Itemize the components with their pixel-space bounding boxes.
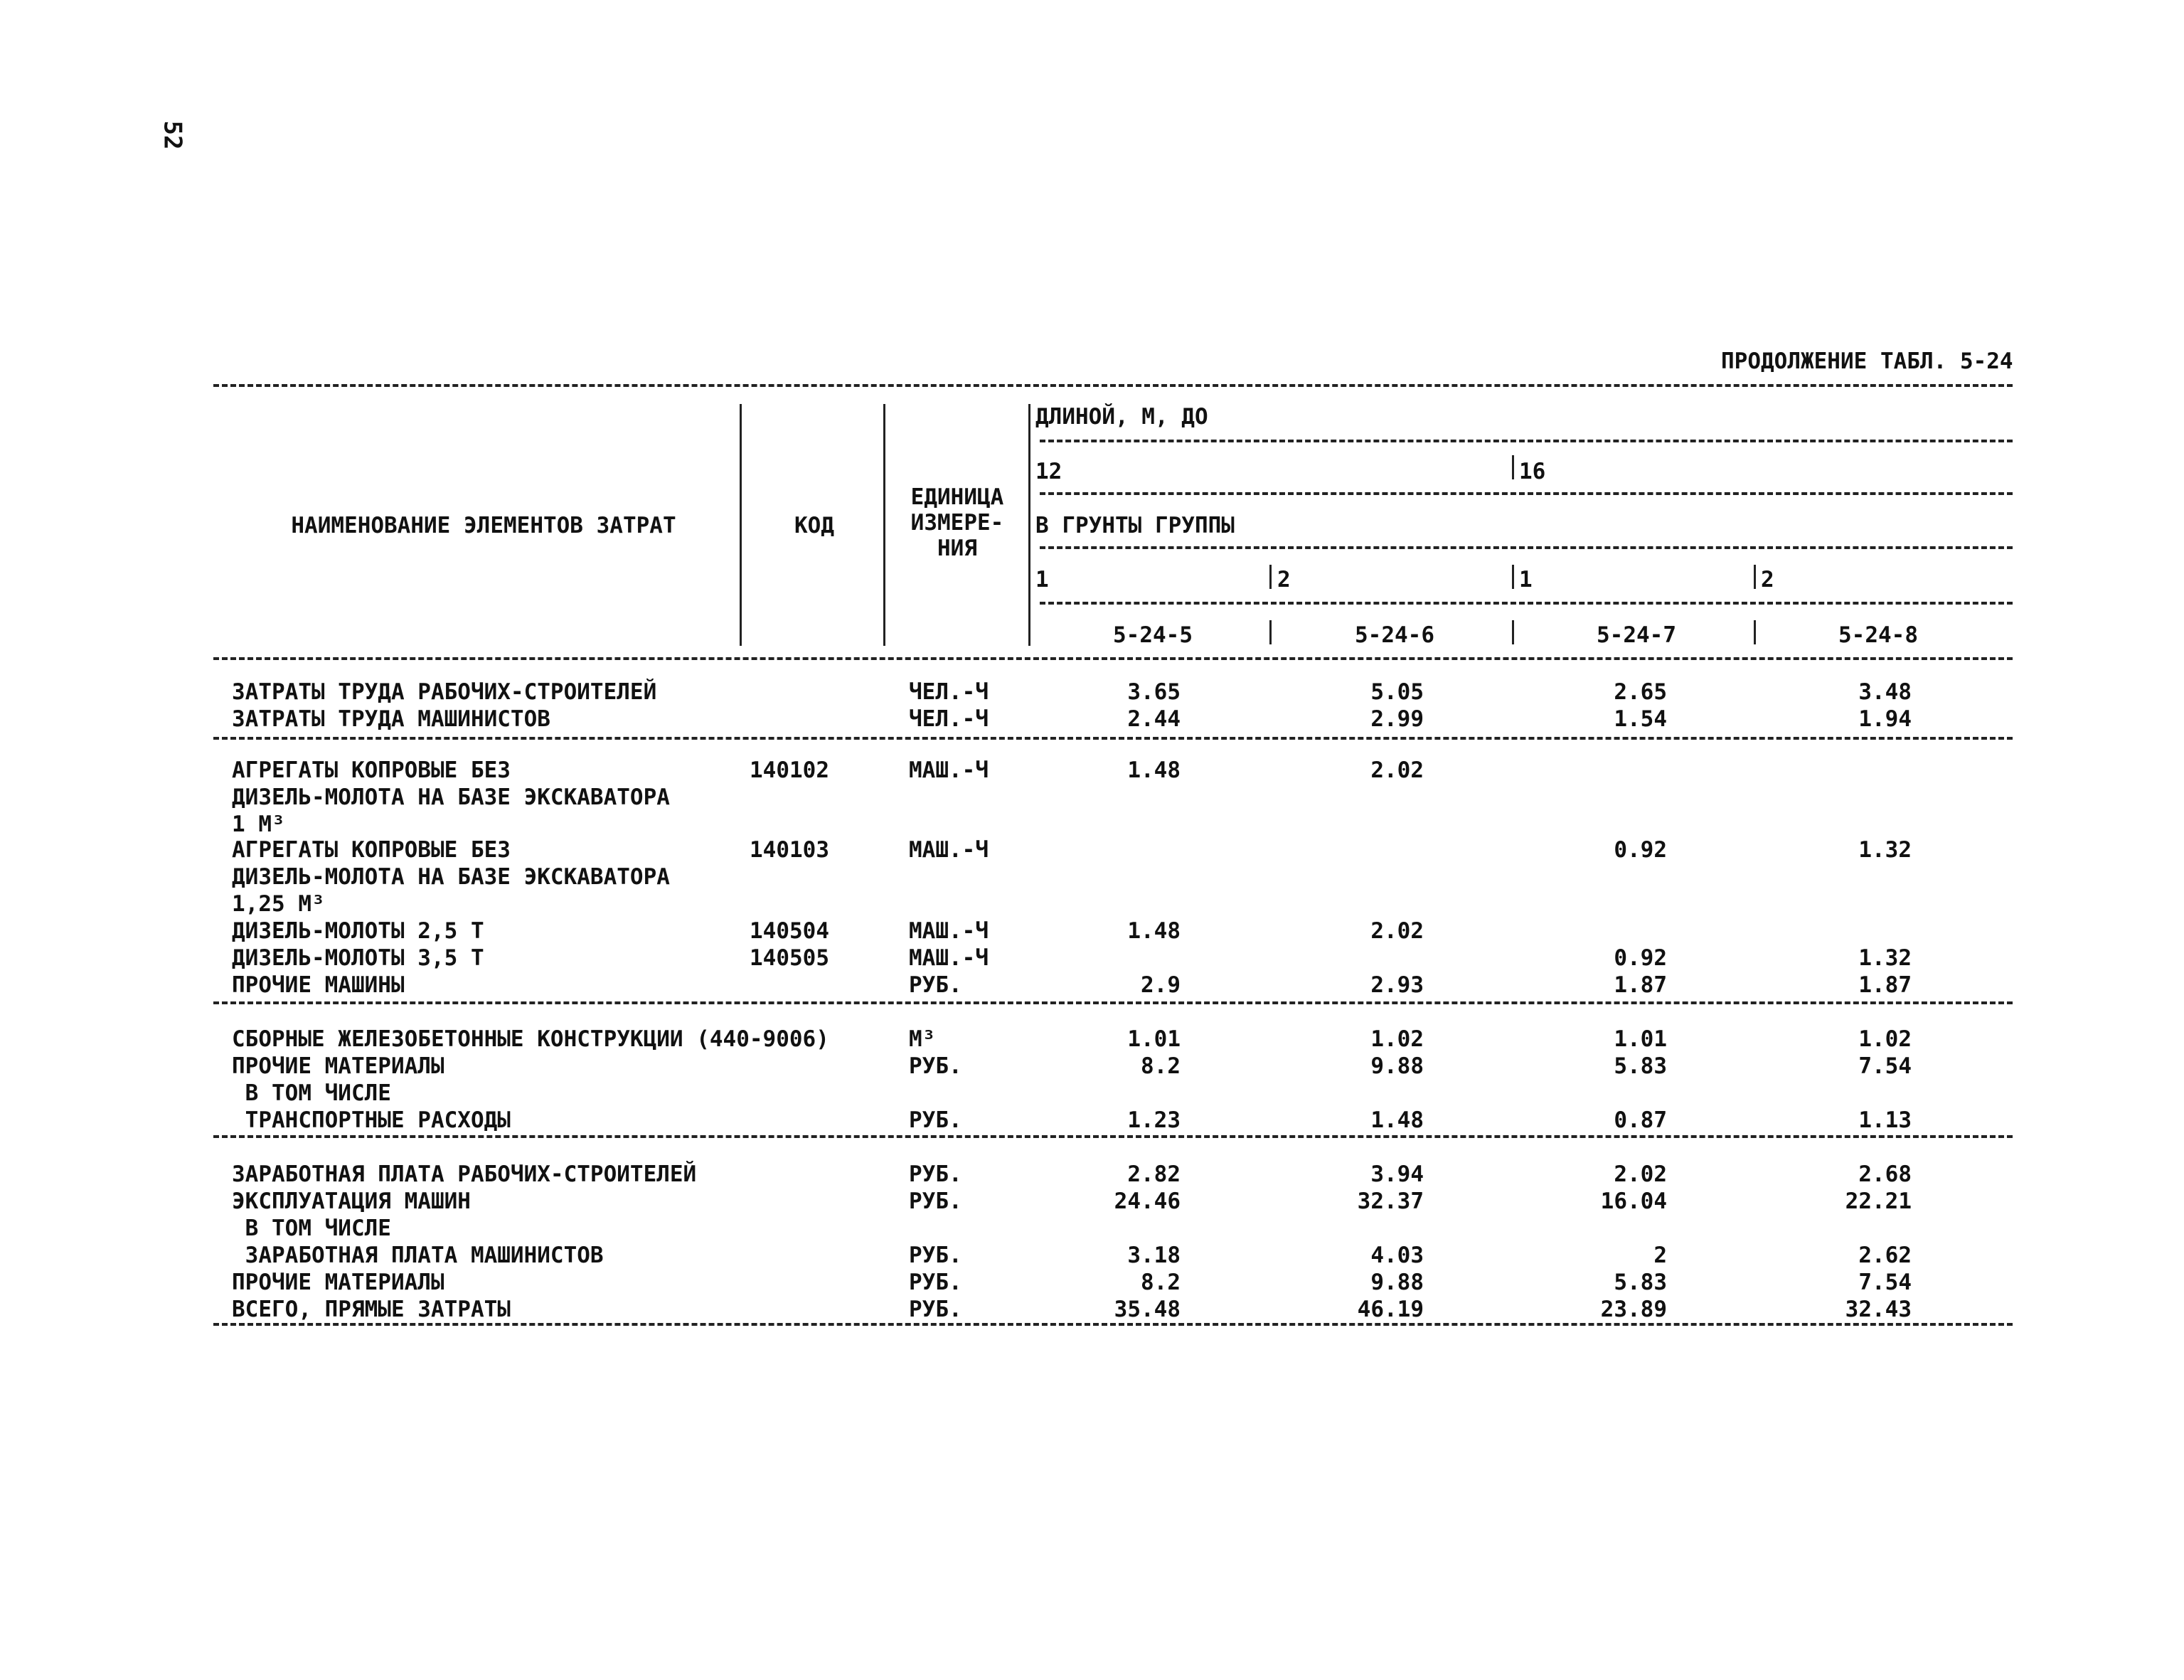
row-value-6: 5.05 — [1370, 679, 1424, 705]
row-value-7: 1.87 — [1614, 972, 1667, 998]
header-code-6: 5-24-6 — [1355, 622, 1434, 648]
header-length-16: 16 — [1519, 459, 1546, 484]
row-value-5: 35.48 — [1114, 1297, 1181, 1322]
row-unit: МАШ.-Ч — [909, 757, 989, 783]
row-name: АГРЕГАТЫ КОПРОВЫЕ БЕЗ — [232, 757, 511, 783]
row-value-6: 1.48 — [1370, 1107, 1424, 1133]
rule-section-2 — [213, 1001, 2013, 1004]
row-code: 140504 — [750, 918, 829, 944]
table-caption: ПРОДОЛЖЕНИЕ ТАБЛ. 5-24 — [1721, 349, 2013, 374]
vsep-group-c — [1512, 565, 1514, 589]
row-name: ПРОЧИЕ МАШИНЫ — [232, 972, 405, 998]
header-code: КОД — [794, 513, 834, 538]
row-unit: РУБ. — [909, 1297, 962, 1322]
row-value-5: 3.18 — [1127, 1243, 1181, 1268]
header-code-5: 5-24-5 — [1113, 622, 1193, 648]
row-unit: МАШ.-Ч — [909, 837, 989, 863]
row-unit: ЧЕЛ.-Ч — [909, 706, 989, 732]
row-name: В ТОМ ЧИСЛЕ — [232, 1080, 391, 1106]
row-code: 140505 — [750, 945, 829, 971]
row-value-7: 5.83 — [1614, 1053, 1667, 1079]
row-value-5: 2.9 — [1141, 972, 1181, 998]
rule-header-bottom — [213, 657, 2013, 660]
row-name: ДИЗЕЛЬ-МОЛОТЫ 2,5 Т — [232, 918, 484, 944]
row-value-5: 3.65 — [1127, 679, 1181, 705]
header-code-7: 5-24-7 — [1597, 622, 1676, 648]
row-unit: РУБ. — [909, 1243, 962, 1268]
row-value-5: 1.01 — [1127, 1026, 1181, 1052]
vsep-values — [1028, 404, 1030, 646]
row-unit: МАШ.-Ч — [909, 945, 989, 971]
row-unit: РУБ. — [909, 1189, 962, 1214]
row-value-7: 0.87 — [1614, 1107, 1667, 1133]
row-name: ЗАРАБОТНАЯ ПЛАТА РАБОЧИХ-СТРОИТЕЛЕЙ — [232, 1161, 697, 1187]
row-value-7: 23.89 — [1600, 1297, 1667, 1322]
row-value-5: 24.46 — [1114, 1189, 1181, 1214]
row-name: 1 М³ — [232, 812, 285, 837]
row-name: ДИЗЕЛЬ-МОЛОТЫ 3,5 Т — [232, 945, 484, 971]
row-name: ПРОЧИЕ МАТЕРИАЛЫ — [232, 1270, 444, 1295]
row-value-8: 32.43 — [1845, 1297, 1912, 1322]
row-name: ДИЗЕЛЬ-МОЛОТА НА БАЗЕ ЭКСКАВАТОРА — [232, 864, 670, 890]
vsep-unit — [883, 404, 885, 646]
row-unit: РУБ. — [909, 1107, 962, 1133]
header-group-d: 2 — [1761, 567, 1774, 592]
rule-header-4 — [1040, 602, 2013, 605]
row-value-6: 9.88 — [1370, 1270, 1424, 1295]
row-value-6: 9.88 — [1370, 1053, 1424, 1079]
row-value-8: 1.32 — [1858, 837, 1912, 863]
row-value-8: 1.02 — [1858, 1026, 1912, 1052]
row-value-7: 0.92 — [1614, 945, 1667, 971]
row-value-8: 1.32 — [1858, 945, 1912, 971]
header-unit-3: НИЯ — [937, 536, 977, 561]
row-unit: РУБ. — [909, 1270, 962, 1295]
row-unit: М³ — [909, 1026, 936, 1052]
vsep-code — [740, 404, 742, 646]
row-value-6: 1.02 — [1370, 1026, 1424, 1052]
row-value-7: 5.83 — [1614, 1270, 1667, 1295]
vsep-group-d — [1754, 565, 1756, 589]
row-unit: РУБ. — [909, 1053, 962, 1079]
vsep-length-16 — [1512, 455, 1514, 479]
row-value-7: 0.92 — [1614, 837, 1667, 863]
row-value-8: 2.62 — [1858, 1243, 1912, 1268]
row-name: ЗАРАБОТНАЯ ПЛАТА МАШИНИСТОВ — [232, 1243, 604, 1268]
rule-section-1 — [213, 737, 2013, 740]
row-code: 140102 — [750, 757, 829, 783]
row-value-5: 2.82 — [1127, 1161, 1181, 1187]
row-unit: МАШ.-Ч — [909, 918, 989, 944]
row-name: ЗАТРАТЫ ТРУДА МАШИНИСТОВ — [232, 706, 550, 732]
header-unit-2: ИЗМЕРЕ- — [910, 510, 1004, 536]
rule-section-3 — [213, 1135, 2013, 1138]
row-value-6: 46.19 — [1357, 1297, 1424, 1322]
row-value-8: 22.21 — [1845, 1189, 1912, 1214]
row-value-5: 1.48 — [1127, 757, 1181, 783]
row-name: ТРАНСПОРТНЫЕ РАСХОДЫ — [232, 1107, 511, 1133]
header-group-c: 1 — [1519, 567, 1533, 592]
rule-header-3 — [1040, 546, 2013, 549]
row-name: В ТОМ ЧИСЛЕ — [232, 1216, 391, 1241]
row-value-7: 2 — [1653, 1243, 1667, 1268]
row-name: СБОРНЫЕ ЖЕЛЕЗОБЕТОННЫЕ КОНСТРУКЦИИ (440-9006) — [232, 1026, 829, 1052]
row-code: 140103 — [750, 837, 829, 863]
header-soil-label: В ГРУНТЫ ГРУППЫ — [1035, 513, 1235, 538]
rule-header-2 — [1040, 492, 2013, 495]
row-value-8: 3.48 — [1858, 679, 1912, 705]
row-value-5: 1.48 — [1127, 918, 1181, 944]
row-value-5: 8.2 — [1141, 1053, 1181, 1079]
row-name: ЭКСПЛУАТАЦИЯ МАШИН — [232, 1189, 471, 1214]
row-value-7: 1.54 — [1614, 706, 1667, 732]
row-name: ВСЕГО, ПРЯМЫЕ ЗАТРАТЫ — [232, 1297, 511, 1322]
rule-top — [213, 384, 2013, 387]
row-value-6: 3.94 — [1370, 1161, 1424, 1187]
row-value-8: 1.87 — [1858, 972, 1912, 998]
rule-bottom — [213, 1323, 2013, 1326]
row-value-7: 2.65 — [1614, 679, 1667, 705]
row-unit: РУБ. — [909, 972, 962, 998]
row-value-6: 2.02 — [1370, 757, 1424, 783]
row-value-5: 2.44 — [1127, 706, 1181, 732]
header-name: НАИМЕНОВАНИЕ ЭЛЕМЕНТОВ ЗАТРАТ — [291, 513, 676, 538]
row-value-5: 1.23 — [1127, 1107, 1181, 1133]
header-group-a: 1 — [1035, 567, 1049, 592]
row-unit: ЧЕЛ.-Ч — [909, 679, 989, 705]
row-value-5: 8.2 — [1141, 1270, 1181, 1295]
vsep-group-b — [1269, 565, 1272, 589]
header-code-8: 5-24-8 — [1838, 622, 1918, 648]
header-unit-1: ЕДИНИЦА — [910, 484, 1004, 510]
header-group-b: 2 — [1277, 567, 1291, 592]
row-value-7: 16.04 — [1600, 1189, 1667, 1214]
row-value-8: 7.54 — [1858, 1270, 1912, 1295]
row-name: ЗАТРАТЫ ТРУДА РАБОЧИХ-СТРОИТЕЛЕЙ — [232, 679, 657, 705]
row-value-8: 2.68 — [1858, 1161, 1912, 1187]
header-length-12: 12 — [1035, 459, 1062, 484]
row-value-7: 2.02 — [1614, 1161, 1667, 1187]
header-length-label: ДЛИНОЙ, М, ДО — [1035, 404, 1208, 430]
row-value-6: 2.93 — [1370, 972, 1424, 998]
row-value-8: 1.13 — [1858, 1107, 1912, 1133]
row-name: ПРОЧИЕ МАТЕРИАЛЫ — [232, 1053, 444, 1079]
row-value-6: 2.99 — [1370, 706, 1424, 732]
row-name: АГРЕГАТЫ КОПРОВЫЕ БЕЗ — [232, 837, 511, 863]
row-value-6: 4.03 — [1370, 1243, 1424, 1268]
page-number: 52 — [158, 120, 187, 150]
row-value-7: 1.01 — [1614, 1026, 1667, 1052]
vsep-code-6 — [1269, 620, 1272, 644]
row-name: ДИЗЕЛЬ-МОЛОТА НА БАЗЕ ЭКСКАВАТОРА — [232, 785, 670, 810]
vsep-code-8 — [1754, 620, 1756, 644]
row-name: 1,25 М³ — [232, 891, 325, 917]
row-value-8: 1.94 — [1858, 706, 1912, 732]
row-value-8: 7.54 — [1858, 1053, 1912, 1079]
rule-header-1 — [1040, 440, 2013, 442]
row-unit: РУБ. — [909, 1161, 962, 1187]
row-value-6: 2.02 — [1370, 918, 1424, 944]
row-value-6: 32.37 — [1357, 1189, 1424, 1214]
vsep-code-7 — [1512, 620, 1514, 644]
